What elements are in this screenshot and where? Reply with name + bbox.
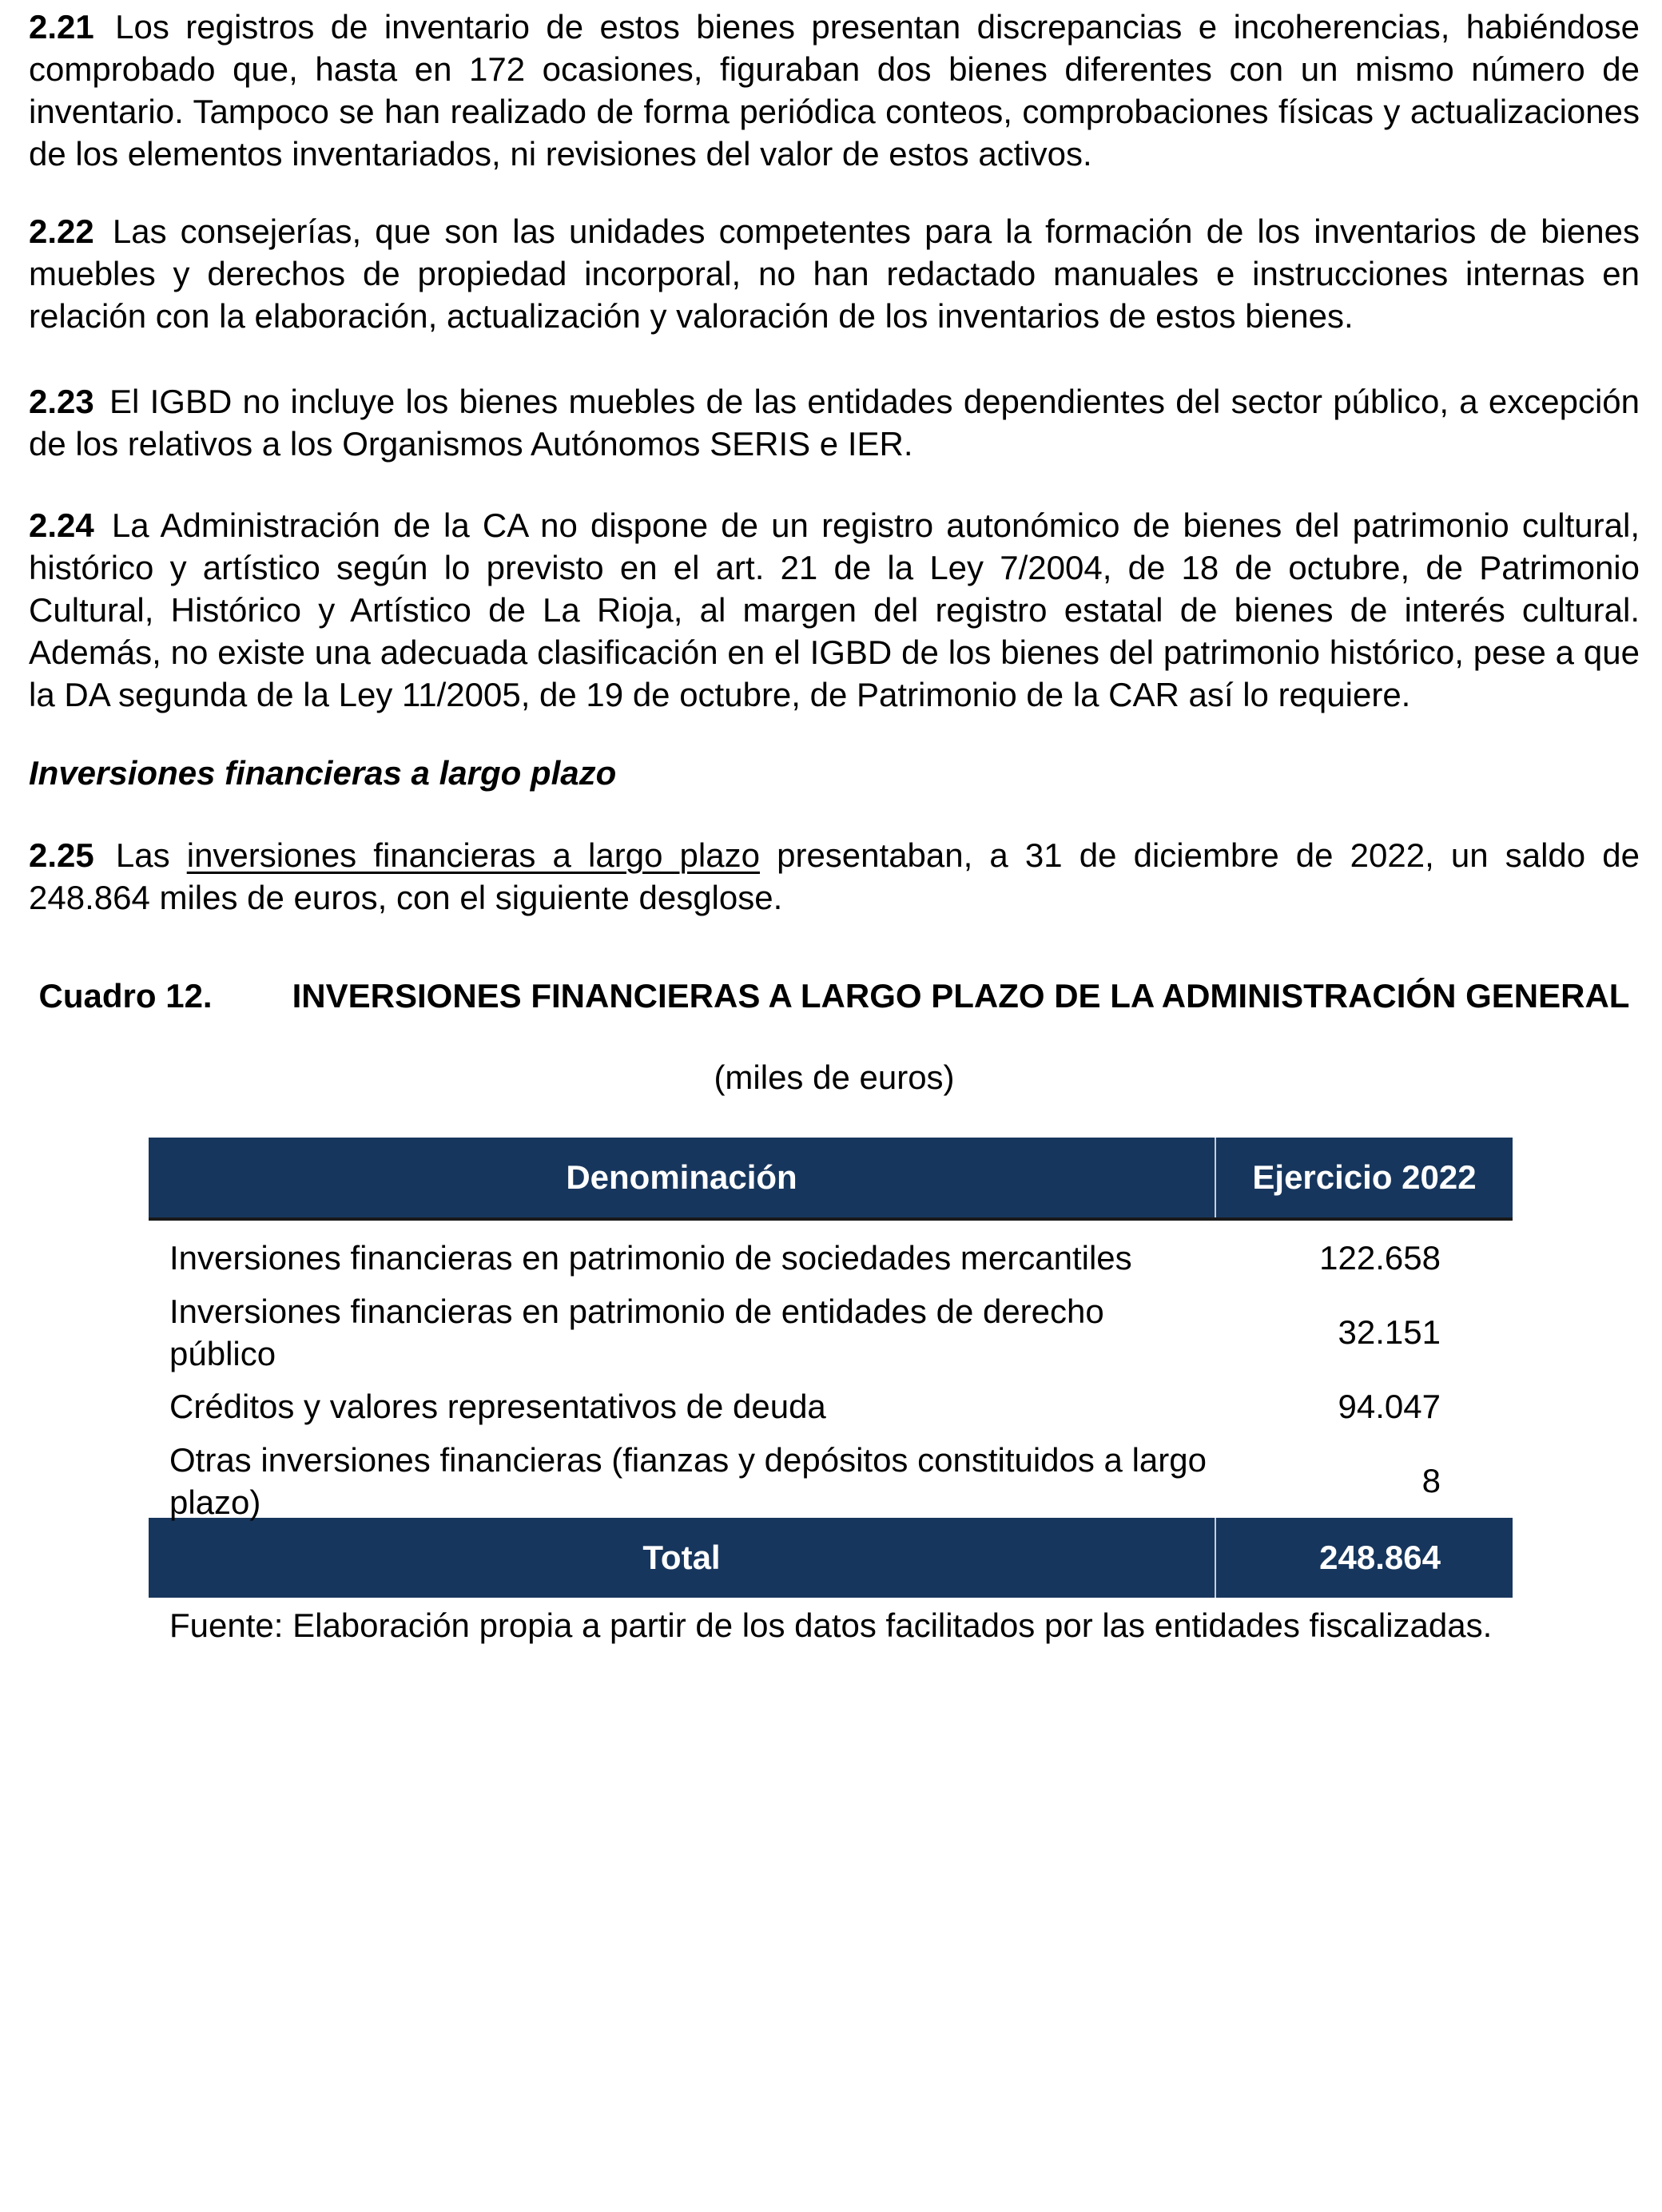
- paragraph-text-post: presentaban, a 31 de diciembre de 2022, un saldo de 248.864 miles de euros, con el siguiente desglose.: [29, 836, 1640, 916]
- table-row: [149, 1221, 1513, 1295]
- column-header-denomination: Denominación: [149, 1138, 1216, 1217]
- investments-table: [149, 1138, 1513, 1598]
- paragraph-number: 2.21: [29, 8, 94, 46]
- paragraph-text: La Administración de la CA no dispone de un registro autonómico de bienes del patrimonio cultural, histórico y artístico según lo previsto en el art. 21 de la Ley 7/2004, de 18 de octubre, de Patrimonio Cultural, Histórico y Artístico de La Rioja, al margen del registro estatal de bienes de interés cultural. Además, no existe una adecuada clasificación en el IGBD de los bienes del patrimonio histórico, pese a que la DA segunda de la Ley 11/2005, de 19 de octubre, de Patrimonio de la CAR así lo requiere.: [29, 506, 1640, 713]
- paragraph-2-22: [29, 210, 1640, 337]
- paragraph-2-25: [29, 834, 1640, 919]
- row-label: Créditos y valores representativos de deuda: [169, 1388, 826, 1425]
- table-row: [149, 1440, 1513, 1521]
- paragraph-number: 2.25: [29, 836, 94, 874]
- paragraph-text: El IGBD no incluye los bienes muebles de las entidades dependientes del sector público, a excepción de los relativos a los Organismos Autónomos SERIS e IER.: [29, 383, 1640, 463]
- column-header-year: Ejercicio 2022: [1252, 1158, 1477, 1196]
- table-row: [149, 1369, 1513, 1444]
- table-header-row: [149, 1138, 1513, 1221]
- total-label: Total: [149, 1518, 1216, 1598]
- total-value: 248.864: [1319, 1539, 1441, 1576]
- row-value: 94.047: [1338, 1388, 1441, 1425]
- table-source-note: Fuente: Elaboración propia a partir de los datos facilitados por las entidades fiscalizadas.: [169, 1606, 1493, 1644]
- row-value: 32.151: [1338, 1313, 1441, 1351]
- row-label: Inversiones financieras en patrimonio de sociedades mercantiles: [169, 1239, 1132, 1277]
- paragraph-2-23: [29, 380, 1640, 465]
- table-caption-title: INVERSIONES FINANCIERAS A LARGO PLAZO DE LA ADMINISTRACIÓN GENERAL: [292, 977, 1630, 1015]
- table-total-row: [149, 1518, 1513, 1598]
- row-value: 8: [1421, 1462, 1441, 1499]
- section-heading: Inversiones financieras a largo plazo: [29, 754, 617, 792]
- paragraph-text-pre: Las: [98, 836, 187, 874]
- underlined-phrase: inversiones financieras a largo plazo: [186, 836, 760, 874]
- paragraph-2-24: [29, 504, 1640, 716]
- row-label: Otras inversiones financieras (fianzas y depósitos constituidos a largo plazo): [169, 1440, 1207, 1521]
- paragraph-number: 2.22: [29, 212, 94, 250]
- paragraph-number: 2.23: [29, 383, 94, 420]
- table-units-note: (miles de euros): [714, 1058, 955, 1096]
- table-caption: [29, 975, 1640, 1017]
- paragraph-number: 2.24: [29, 506, 94, 544]
- row-value: 122.658: [1319, 1239, 1441, 1277]
- row-label: Inversiones financieras en patrimonio de entidades de derecho público: [169, 1292, 1104, 1372]
- table-caption-label: Cuadro 12.: [38, 977, 213, 1015]
- paragraph-text: Las consejerías, que son las unidades competentes para la formación de los inventarios de bienes muebles y derechos de propiedad incorporal, no han redactado manuales e instrucciones internas en relación con la elaboración, actualización y valoración de los inventarios de estos bienes.: [29, 212, 1640, 335]
- paragraph-2-21: [29, 6, 1640, 175]
- paragraph-text: Los registros de inventario de estos bienes presentan discrepancias e incoherencias, habiéndose comprobado que, hasta en 172 ocasiones, figuraban dos bienes diferentes con un mismo número de inventario. Tampoco se han realizado de forma periódica conteos, comprobaciones físicas y actualizaciones de los elementos inventariados, ni revisiones del valor de estos activos.: [29, 8, 1640, 173]
- table-row: [149, 1292, 1513, 1372]
